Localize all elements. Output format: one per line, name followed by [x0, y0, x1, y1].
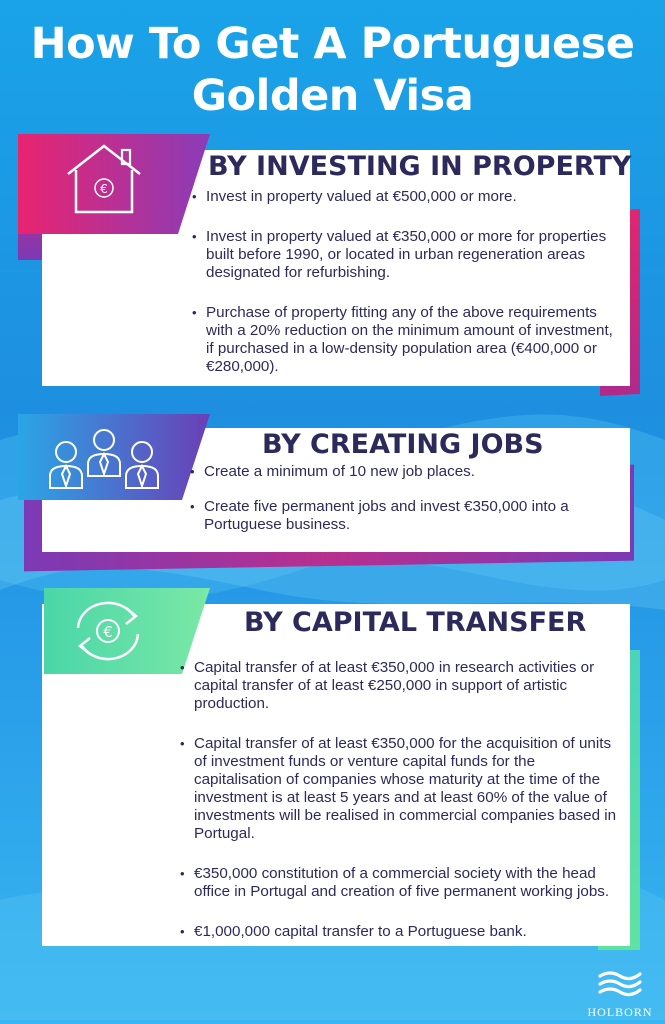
house-euro-icon — [64, 140, 144, 216]
property-heading: BY INVESTING IN PROPERTY — [208, 151, 632, 182]
jobs-heading: BY CREATING JOBS — [262, 429, 544, 460]
svg-text:€: € — [103, 623, 113, 641]
property-bullet: • Invest in property valued at €350,000 or more for properties built before 1990, or located in urban regeneration areas designated for refurbishing. — [192, 228, 622, 282]
jobs-bullet: • Create five permanent jobs and invest €350,000 into a Portuguese business. — [190, 498, 620, 534]
page-title — [0, 18, 665, 122]
page-title-line2: Golden Visa — [191, 71, 474, 121]
capital-bullet: • Capital transfer of at least €350,000 for the acquisition of units of investment funds or venture capital funds for the capitalisation of companies whose maturity at the time of the investment is at least 5 years and at least 60% of the value of investments will be realised in commercial companies based in Portugal. — [180, 735, 626, 843]
capital-bullet: • Capital transfer of at least €350,000 in research activities or capital transfer of at least €250,000 in support of artistic production. — [180, 659, 626, 713]
logo-text: HOLBORN — [587, 1005, 653, 1019]
property-bullet: • Purchase of property fitting any of the above requirements with a 20% reduction on the minimum amount of investment, if purchased in a low-density population area (€400,000 or €280,000). — [192, 304, 622, 376]
capital-bullet: • €350,000 constitution of a commercial society with the head office in Portugal and creation of five permanent working jobs. — [180, 865, 626, 901]
page-title-line1: How To Get A Portuguese — [30, 19, 635, 69]
waves-icon — [596, 968, 644, 998]
capital-bullet: • €1,000,000 capital transfer to a Portuguese bank. — [180, 923, 626, 941]
jobs-bullet: • Create a minimum of 10 new job places. — [190, 463, 620, 481]
capital-bullets — [180, 659, 626, 941]
svg-text:€: € — [100, 182, 108, 196]
property-bullets — [192, 188, 622, 376]
euro-transfer-icon — [64, 596, 152, 666]
property-bullet: • Invest in property valued at €500,000 or more. — [192, 188, 622, 206]
jobs-bullets — [190, 463, 620, 534]
holborn-logo — [585, 968, 655, 1020]
people-icon — [48, 424, 160, 492]
capital-heading: BY CAPITAL TRANSFER — [244, 607, 587, 638]
